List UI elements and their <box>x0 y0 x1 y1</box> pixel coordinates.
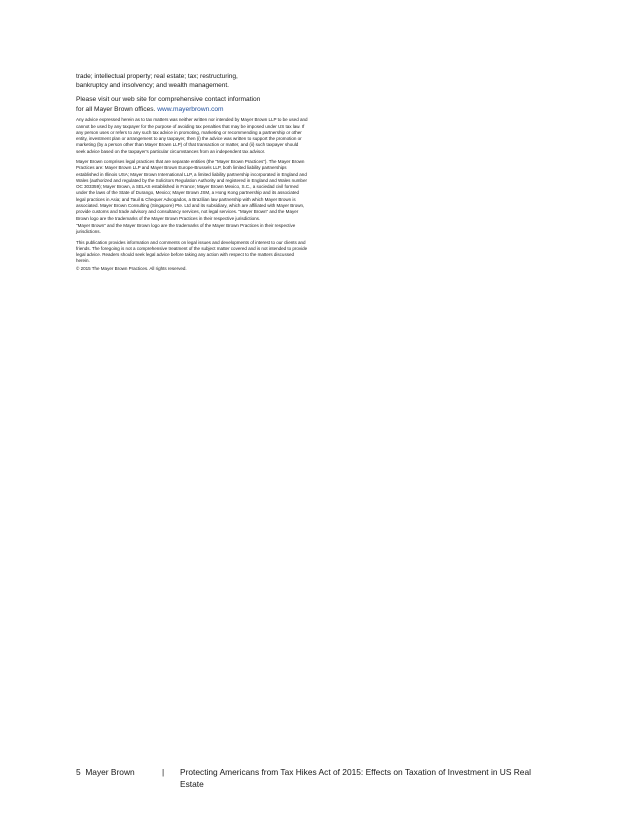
copyright-notice: © 2015 The Mayer Brown Practices. All rights reserved. <box>76 265 187 271</box>
footer-firm-name: Mayer Brown <box>85 767 135 777</box>
page-content <box>76 72 308 272</box>
visit-line-2-text: for all Mayer Brown offices. <box>76 105 158 113</box>
publication-notice: This publication provides information and comments on legal issues and developments of interest to our clients and friends. The foregoing is not a comprehensive treatment of the subject matter covered and is not intended to provide legal advice. Readers should seek legal advice before taking any action with respect to the matters discussed herein. <box>76 239 308 264</box>
tax-disclaimer: Any advice expressed herein as to tax matters was neither written nor intended by Mayer Brown LLP to be used and cannot be used by any taxpayer for the purpose of avoiding tax penalties that may be imposed under US tax law. If any person uses or refers to any such tax advice in promoting, marketing or recommending a partnership or other entity, investment plan or arrangement to any taxpayer, then (i) the advice was written to support the promotion or marketing (by a person other than Mayer Brown LLP) of that transaction or matter, and (ii) such taxpayer should seek advice based on the taxpayer's particular circumstances from an independent tax advisor. <box>76 117 308 154</box>
footer-left <box>76 767 135 779</box>
visit-line-2 <box>76 105 308 114</box>
footer-separator: | <box>162 767 165 777</box>
contact-info-paragraph <box>76 95 308 114</box>
intro-line-2: bankruptcy and insolvency; and wealth management. <box>76 82 229 90</box>
practices-notice: Mayer Brown comprises legal practices that are separate entities (the "Mayer Brown Practices"). The Mayer Brown Practices are: Mayer Brown LLP and Mayer Brown Europe-Brussels LLP, both limited liability partnerships established in Illinois USA; Mayer Brown International LLP, a limited liability partnership incorporated in England and Wales (authorized and regulated by the Solicitors Regulation Authority and registered in England and Wales number OC 303359); Mayer Brown, a SELAS established in France; Mayer Brown Mexico, S.C., a sociedad civil formed under the laws of the State of Durango, Mexico; Mayer Brown JSM, a Hong Kong partnership and its associated legal practices in Asia; and Tauil & Chequer Advogados, a Brazilian law partnership with which Mayer Brown is associated. Mayer Brown Consulting (Singapore) Pte. Ltd and its subsidiary, which are affiliated with Mayer Brown, provide customs and trade advisory and consultancy services, not legal services. "Mayer Brown" and the Mayer Brown logo are the trademarks of the Mayer Brown Practices in their respective jurisdictions. <box>76 159 307 221</box>
page-number: 5 <box>76 767 81 777</box>
trademark-notice: "Mayer Brown" and the Mayer Brown logo are the trademarks of the Mayer Brown Practices in their respective jurisdictions. <box>76 222 296 235</box>
footer-document-title: Protecting Americans from Tax Hikes Act of 2015: Effects on Taxation of Investment in US Real Estate <box>180 767 531 789</box>
website-link[interactable]: www.mayerbrown.com <box>157 105 224 113</box>
visit-line-1: Please visit our web site for comprehensive contact information <box>76 96 261 104</box>
intro-line-1: trade; intellectual property; real estate; tax; restructuring, <box>76 73 238 80</box>
